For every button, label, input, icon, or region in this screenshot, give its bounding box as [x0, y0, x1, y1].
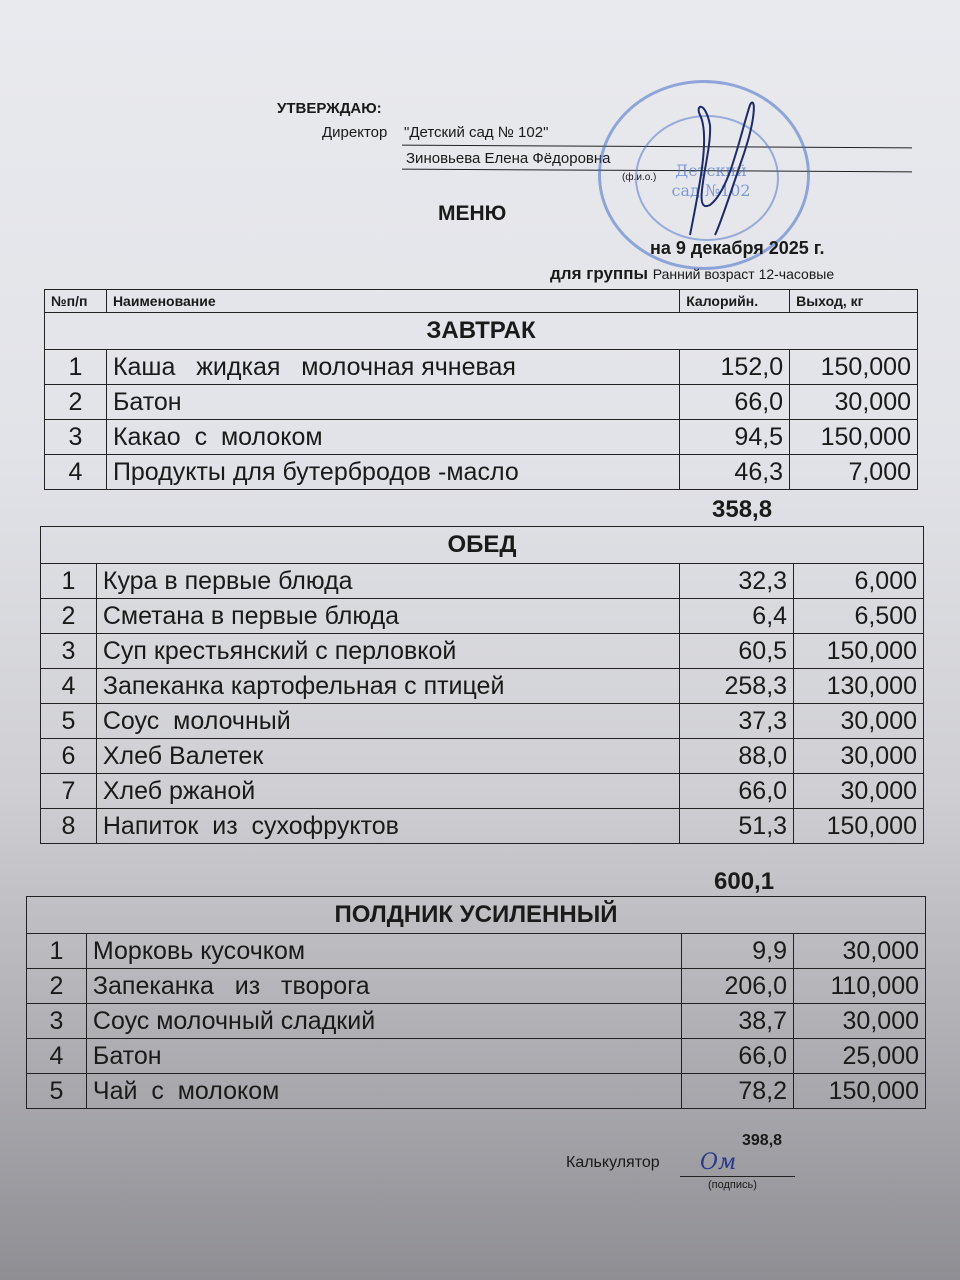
row-num: 3 — [45, 420, 107, 455]
table-header — [45, 290, 918, 313]
row-yield: 30,000 — [794, 704, 924, 739]
group-label: для группы — [550, 264, 648, 283]
row-yield: 150,000 — [790, 350, 918, 385]
director-name: Зиновьева Елена Фёдоровна — [406, 150, 611, 167]
section-title-breakfast: ЗАВТРАК — [45, 313, 918, 350]
menu-table-breakfast — [44, 289, 918, 490]
row-calories: 66,0 — [680, 385, 790, 420]
section-title-snack: ПОЛДНИК УСИЛЕННЫЙ — [27, 897, 926, 934]
row-calories: 37,3 — [680, 704, 794, 739]
row-num: 4 — [27, 1039, 87, 1074]
row-num: 5 — [27, 1074, 87, 1109]
row-num: 1 — [41, 564, 97, 599]
menu-table-snack — [26, 896, 926, 1109]
row-num: 3 — [27, 1004, 87, 1039]
row-calories: 206,0 — [682, 969, 794, 1004]
table-row — [41, 669, 924, 704]
row-yield: 30,000 — [794, 934, 926, 969]
row-num: 4 — [41, 669, 97, 704]
row-calories: 66,0 — [680, 774, 794, 809]
table-row — [27, 1074, 926, 1109]
row-name: Батон — [86, 1039, 681, 1074]
row-calories: 152,0 — [680, 350, 790, 385]
director-label: Директор — [322, 124, 388, 141]
row-yield: 130,000 — [794, 669, 924, 704]
row-yield: 30,000 — [794, 739, 924, 774]
menu-table-lunch — [40, 526, 924, 844]
table-row — [41, 704, 924, 739]
table-row — [45, 350, 918, 385]
row-calories: 88,0 — [680, 739, 794, 774]
row-name: Чай с молоком — [86, 1074, 681, 1109]
table-row — [41, 564, 924, 599]
row-num: 4 — [45, 455, 107, 490]
row-num: 6 — [41, 739, 97, 774]
row-num: 8 — [41, 809, 97, 844]
table-row — [41, 599, 924, 634]
section-total-lunch: 600,1 — [714, 868, 775, 895]
approval-heading: УТВЕРЖДАЮ: — [277, 100, 382, 117]
row-name: Батон — [106, 385, 679, 420]
table-row — [45, 385, 918, 420]
row-calories: 94,5 — [680, 420, 790, 455]
row-calories: 9,9 — [682, 934, 794, 969]
row-calories: 66,0 — [682, 1039, 794, 1074]
table-row — [41, 809, 924, 844]
fio-label: (ф.и.о.) — [622, 172, 657, 183]
group-value: Ранний возраст 12-часовые — [652, 266, 835, 282]
table-row — [27, 1039, 926, 1074]
signature-line — [680, 1176, 795, 1177]
section-total-breakfast: 358,8 — [712, 496, 773, 523]
row-calories: 32,3 — [680, 564, 794, 599]
row-name: Какао с молоком — [106, 420, 679, 455]
table-row — [41, 739, 924, 774]
table-row — [41, 634, 924, 669]
row-name: Сметана в первые блюда — [96, 599, 679, 634]
row-name: Запеканка картофельная с птицей — [96, 669, 679, 704]
column-header-yield: Выход, кг — [790, 290, 918, 313]
row-calories: 78,2 — [682, 1074, 794, 1109]
column-header-num: №п/п — [45, 290, 107, 313]
group-line — [550, 264, 834, 284]
row-num: 1 — [45, 350, 107, 385]
row-calories: 6,4 — [680, 599, 794, 634]
row-yield: 30,000 — [794, 1004, 926, 1039]
section-title-lunch: ОБЕД — [41, 527, 924, 564]
row-name: Соус молочный — [96, 704, 679, 739]
row-name: Каша жидкая молочная ячневая — [106, 350, 679, 385]
row-name: Хлеб Валетек — [96, 739, 679, 774]
row-yield: 110,000 — [794, 969, 926, 1004]
row-name: Запеканка из творога — [86, 969, 681, 1004]
row-name: Кура в первые блюда — [96, 564, 679, 599]
row-calories: 46,3 — [680, 455, 790, 490]
row-num: 2 — [45, 385, 107, 420]
row-num: 2 — [27, 969, 87, 1004]
row-name: Морковь кусочком — [86, 934, 681, 969]
row-num: 1 — [27, 934, 87, 969]
calculator-label: Калькулятор — [566, 1154, 660, 1171]
row-yield: 150,000 — [790, 420, 918, 455]
row-yield: 6,500 — [794, 599, 924, 634]
row-num: 2 — [41, 599, 97, 634]
row-calories: 38,7 — [682, 1004, 794, 1039]
row-yield: 25,000 — [794, 1039, 926, 1074]
column-header-calories: Калорийн. — [680, 290, 790, 313]
section-total-snack: 398,8 — [742, 1132, 783, 1149]
row-num: 7 — [41, 774, 97, 809]
row-name: Соус молочный сладкий — [86, 1004, 681, 1039]
row-yield: 150,000 — [794, 1074, 926, 1109]
row-name: Хлеб ржаной — [96, 774, 679, 809]
column-header-name: Наименование — [106, 290, 679, 313]
row-calories: 258,3 — [680, 669, 794, 704]
table-row — [27, 1004, 926, 1039]
row-calories: 51,3 — [680, 809, 794, 844]
table-row — [27, 934, 926, 969]
menu-date: на 9 декабря 2025 г. — [650, 238, 825, 258]
director-signature-icon — [680, 95, 760, 245]
row-yield: 30,000 — [794, 774, 924, 809]
row-yield: 150,000 — [794, 634, 924, 669]
row-yield: 30,000 — [790, 385, 918, 420]
row-name: Суп крестьянский с перловкой — [96, 634, 679, 669]
page-title: МЕНЮ — [438, 202, 507, 225]
stamp-text: Детский сад №102 — [671, 161, 751, 200]
table-row — [45, 455, 918, 490]
row-yield: 7,000 — [790, 455, 918, 490]
row-yield: 6,000 — [794, 564, 924, 599]
table-row — [41, 774, 924, 809]
calculator-signature-icon: Ом — [700, 1150, 737, 1175]
table-row — [45, 420, 918, 455]
row-calories: 60,5 — [680, 634, 794, 669]
row-num: 3 — [41, 634, 97, 669]
row-num: 5 — [41, 704, 97, 739]
row-name: Продукты для бутербродов -масло — [106, 455, 679, 490]
row-name: Напиток из сухофруктов — [96, 809, 679, 844]
table-row — [27, 969, 926, 1004]
row-yield: 150,000 — [794, 809, 924, 844]
organization-name: "Детский сад № 102" — [404, 124, 549, 141]
signature-label: (подпись) — [708, 1179, 757, 1191]
